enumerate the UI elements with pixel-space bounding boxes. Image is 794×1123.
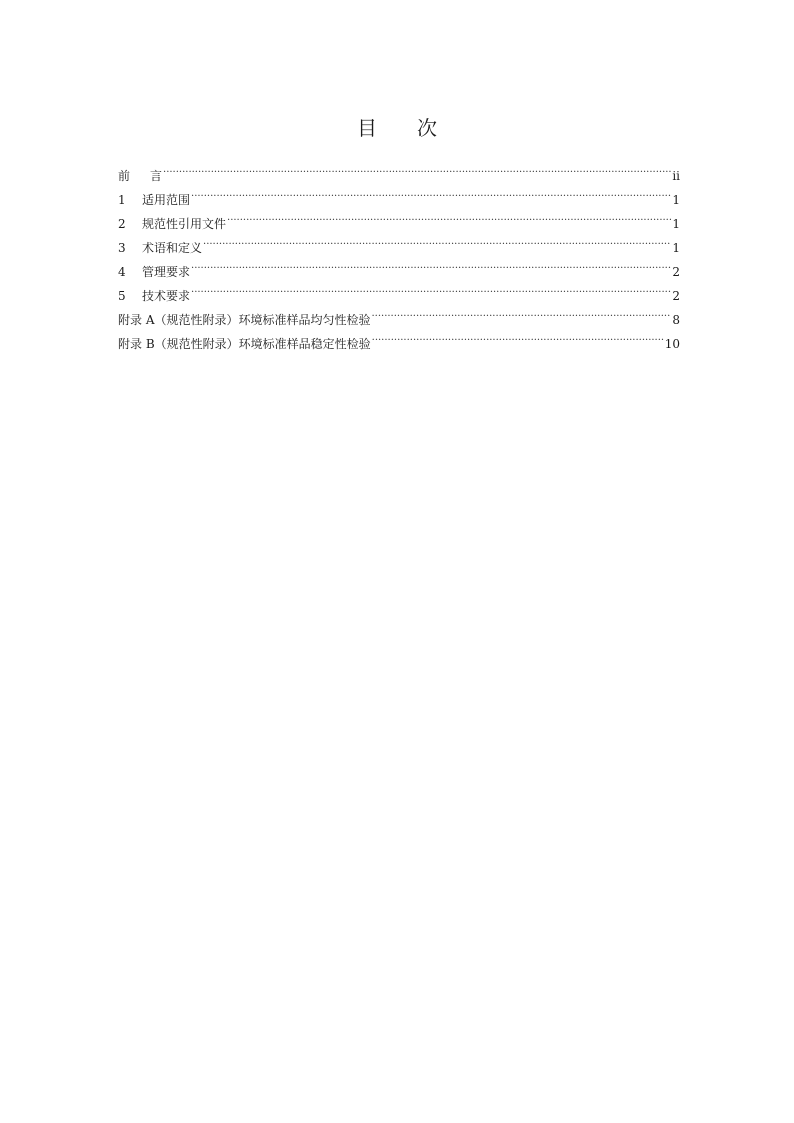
toc-entry-technical-requirements[interactable]	[118, 284, 680, 308]
toc-entry-page: 8	[672, 313, 680, 327]
toc-entry-title: 附录 A（规范性附录）环境标准样品均匀性检验	[118, 313, 371, 327]
toc-entry-normative-references[interactable]	[118, 212, 680, 236]
toc-entry-terms-definitions[interactable]	[118, 236, 680, 260]
toc-entry-number: 2	[118, 217, 126, 231]
toc-entry-number: 3	[118, 241, 126, 255]
toc-entry-title: 技术要求	[142, 289, 191, 303]
toc-entry-appendix-a[interactable]	[118, 308, 680, 332]
title-part-2: 次	[417, 116, 437, 140]
toc-entry-title: 附录 B（规范性附录）环境标准样品稳定性检验	[118, 337, 371, 351]
toc-entry-page: 2	[672, 289, 680, 303]
table-of-contents	[118, 164, 680, 356]
toc-leader-dots	[191, 192, 671, 204]
toc-entry-number: 1	[118, 193, 126, 207]
toc-leader-dots	[372, 336, 664, 348]
toc-entry-number: 前	[118, 169, 131, 183]
toc-entry-title: 规范性引用文件	[142, 217, 227, 231]
title-part-1: 目	[357, 116, 377, 140]
toc-entry-number: 5	[118, 289, 126, 303]
toc-entry-page: 1	[672, 241, 680, 255]
toc-leader-dots	[191, 288, 671, 300]
toc-entry-page: 1	[672, 193, 680, 207]
toc-entry-title: 适用范围	[142, 193, 191, 207]
toc-leader-dots	[203, 240, 671, 252]
toc-entry-number: 4	[118, 265, 126, 279]
toc-entry-appendix-b[interactable]	[118, 332, 680, 356]
page-title	[0, 114, 794, 142]
toc-leader-dots	[163, 168, 671, 180]
toc-entry-page: 1	[672, 217, 680, 231]
toc-entry-page: ii	[672, 169, 680, 183]
toc-entry-title: 管理要求	[142, 265, 191, 279]
toc-leader-dots	[191, 264, 671, 276]
toc-entry-title: 术语和定义	[142, 241, 203, 255]
toc-entry-scope[interactable]	[118, 188, 680, 212]
toc-leader-dots	[227, 216, 671, 228]
toc-entry-page: 10	[664, 337, 680, 351]
toc-leader-dots	[371, 312, 671, 324]
toc-entry-foreword[interactable]	[118, 164, 680, 188]
toc-entry-title: 言	[150, 169, 163, 183]
toc-entry-management-requirements[interactable]	[118, 260, 680, 284]
toc-entry-page: 2	[672, 265, 680, 279]
